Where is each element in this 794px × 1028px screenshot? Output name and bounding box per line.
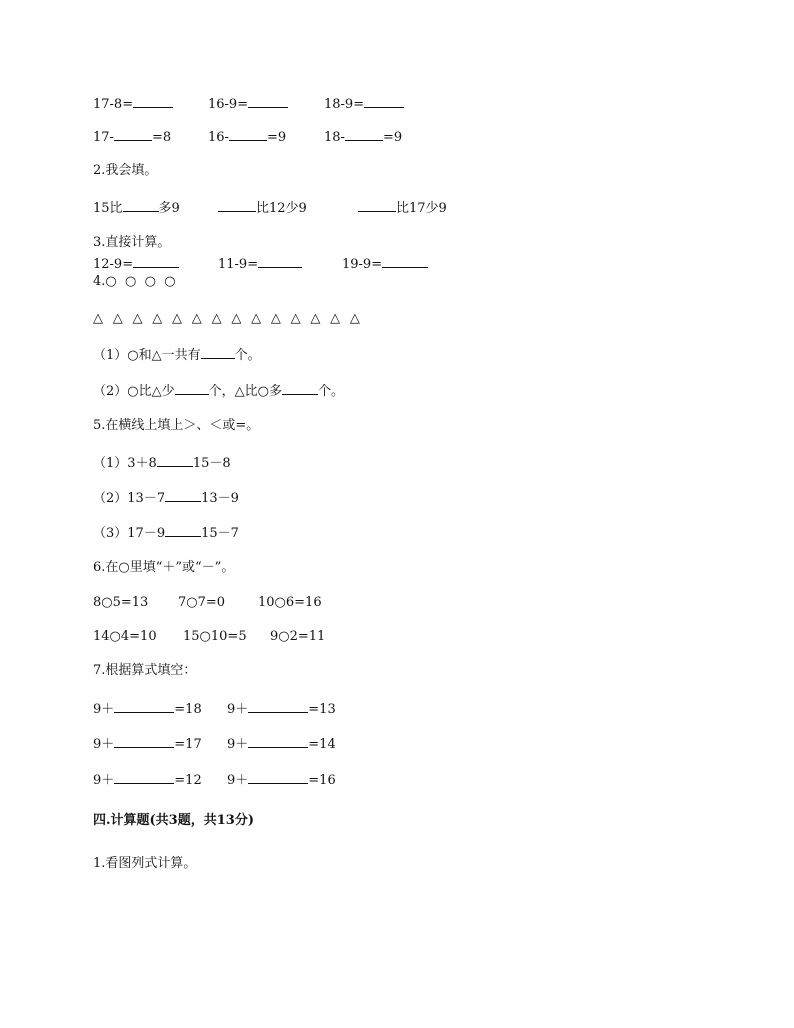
answer-blank[interactable] (248, 700, 308, 713)
section-4-heading: 四.计算题(共3题，共13分) (93, 813, 254, 828)
q2-item-1: 15比 多9 (93, 201, 180, 216)
q6-eq-3: 10○6=16 (258, 595, 322, 610)
answer-blank[interactable] (133, 255, 179, 268)
triangle-row: △ △ △ △ △ △ △ △ △ △ △ △ △ △ (93, 311, 361, 326)
answer-blank[interactable] (282, 382, 318, 395)
q6-eq-2: 7○7=0 (178, 595, 226, 610)
answer-blank[interactable] (218, 199, 256, 212)
q4-sub-1: （1）○和△一共有 个。 (93, 348, 261, 363)
q7-eq: 9＋ =18 (93, 702, 202, 717)
answer-blank[interactable] (133, 95, 173, 108)
q2-item-3: 比17少9 (358, 199, 447, 217)
question-3-title: 3.直接计算。 (93, 235, 171, 250)
q5-item-1: （1）3＋8 15－8 (93, 456, 231, 471)
q4-sub-2: （2）○比△少 个，△比○多 个。 (93, 384, 344, 399)
answer-blank[interactable] (248, 771, 308, 784)
equation-16-blank: 16- =9 (208, 130, 287, 145)
answer-blank[interactable] (248, 735, 308, 748)
q5-item-2: （2）13－7 13－9 (93, 491, 239, 506)
q5-item-3: （3）17－9 15－7 (93, 526, 239, 541)
answer-blank[interactable] (201, 346, 235, 359)
answer-blank[interactable] (248, 95, 288, 108)
q7-eq: 9＋ =14 (227, 737, 336, 752)
answer-blank[interactable] (229, 128, 267, 141)
answer-blank[interactable] (364, 95, 404, 108)
q3-item-3: 19-9= (342, 255, 428, 273)
question-7-title: 7.根据算式填空： (93, 663, 197, 678)
answer-blank[interactable] (114, 700, 174, 713)
answer-blank[interactable] (345, 128, 383, 141)
answer-blank[interactable] (165, 524, 201, 537)
equation-17-blank: 17- =8 (93, 130, 172, 145)
answer-blank[interactable] (114, 128, 152, 141)
question-5-title: 5.在横线上填上＞、＜或=。 (93, 418, 260, 433)
answer-blank[interactable] (165, 489, 201, 502)
answer-blank[interactable] (114, 735, 174, 748)
answer-blank[interactable] (114, 771, 174, 784)
q6-eq-4: 14○4=10 (93, 629, 157, 644)
answer-blank[interactable] (358, 199, 396, 212)
q7-eq: 9＋ =17 (93, 737, 202, 752)
question-6-title: 6.在○里填“＋”或“－”。 (93, 560, 235, 575)
q6-eq-1: 8○5=13 (93, 595, 149, 610)
answer-blank[interactable] (123, 199, 159, 212)
q3-item-2: 11-9= (218, 255, 302, 273)
q7-eq: 9＋ =13 (227, 702, 336, 717)
q7-eq: 9＋ =16 (227, 773, 336, 788)
equation-18-blank: 18- =9 (324, 130, 403, 145)
answer-blank[interactable] (258, 255, 302, 268)
answer-blank[interactable] (382, 255, 428, 268)
q6-eq-6: 9○2=11 (270, 629, 326, 644)
q3-item-1: 12-9= (93, 255, 179, 273)
equation-18-9: 18-9= (324, 95, 404, 113)
question-4-title: 4.○ ○ ○ ○ (93, 274, 176, 289)
section-4-question-1: 1.看图列式计算。 (93, 856, 197, 871)
equation-16-9: 16-9= (208, 95, 288, 113)
q6-eq-5: 15○10=5 (183, 629, 247, 644)
q2-item-2: 比12少9 (218, 199, 307, 217)
q7-eq: 9＋ =12 (93, 773, 202, 788)
question-2-title: 2.我会填。 (93, 163, 158, 178)
answer-blank[interactable] (157, 454, 193, 467)
equation-17-8: 17-8= (93, 95, 173, 113)
answer-blank[interactable] (175, 382, 209, 395)
